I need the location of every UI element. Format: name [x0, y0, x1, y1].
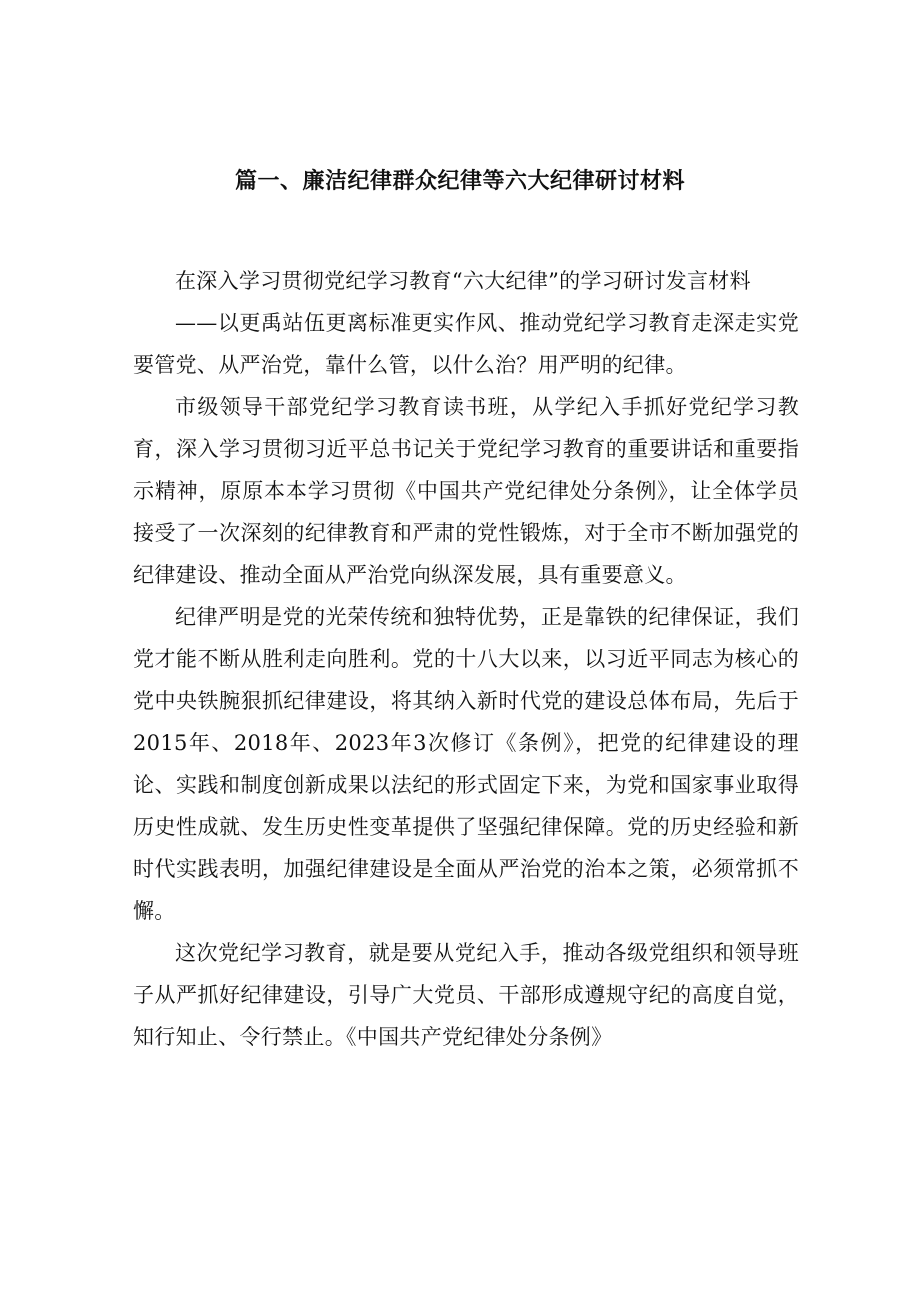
paragraph: 这次党纪学习教育，就是要从党纪入手，推动各级党组织和领导班子从严抓好纪律建设，引导广大党员、干部形成遵规守纪的高度自觉，知行知止、令行禁止。《中国共产党纪律处分条例》 — [133, 941, 799, 1049]
document-title: 篇一、廉洁纪律群众纪律等六大纪律研讨材料 — [234, 169, 685, 194]
paragraph: 纪律严明是党的光荣传统和独特优势，正是靠铁的纪律保证，我们党才能不断从胜利走向胜利。党的十八大以来，以习近平同志为核心的党中央铁腕狠抓纪律建设，将其纳入新时代党的建设总体布局，先后于2015年、2018年、2023年3次修订《条例》，把党的纪律建设的理论、实践和制度创新成果以法纪的形式固定下来，为党和国家事业取得历史性成就、发生历史性变革提供了坚强纪律保障。党的历史经验和新时代实践表明，加强纪律建设是全面从严治党的治本之策，必须常抓不懈。 — [133, 605, 799, 923]
paragraph: ——以更禹站伍更离标准更实作风、推动党纪学习教育走深走实党要管党、从严治党，靠什么管，以什么治？用严明的纪律。 — [133, 311, 799, 377]
paragraph: 市级领导干部党纪学习教育读书班，从学纪入手抓好党纪学习教育，深入学习贯彻习近平总书记关于党纪学习教育的重要讲话和重要指示精神，原原本本学习贯彻《中国共产党纪律处分条例》，让全体学员接受了一次深刻的纪律教育和严肃的党性锻炼，对于全市不断加强党的纪律建设、推动全面从严治党向纵深发展，具有重要意义。 — [133, 395, 799, 587]
paragraph: 在深入学习贯彻党纪学习教育“六大纪律”的学习研讨发言材料 — [175, 269, 751, 293]
document-body — [133, 260, 799, 1058]
